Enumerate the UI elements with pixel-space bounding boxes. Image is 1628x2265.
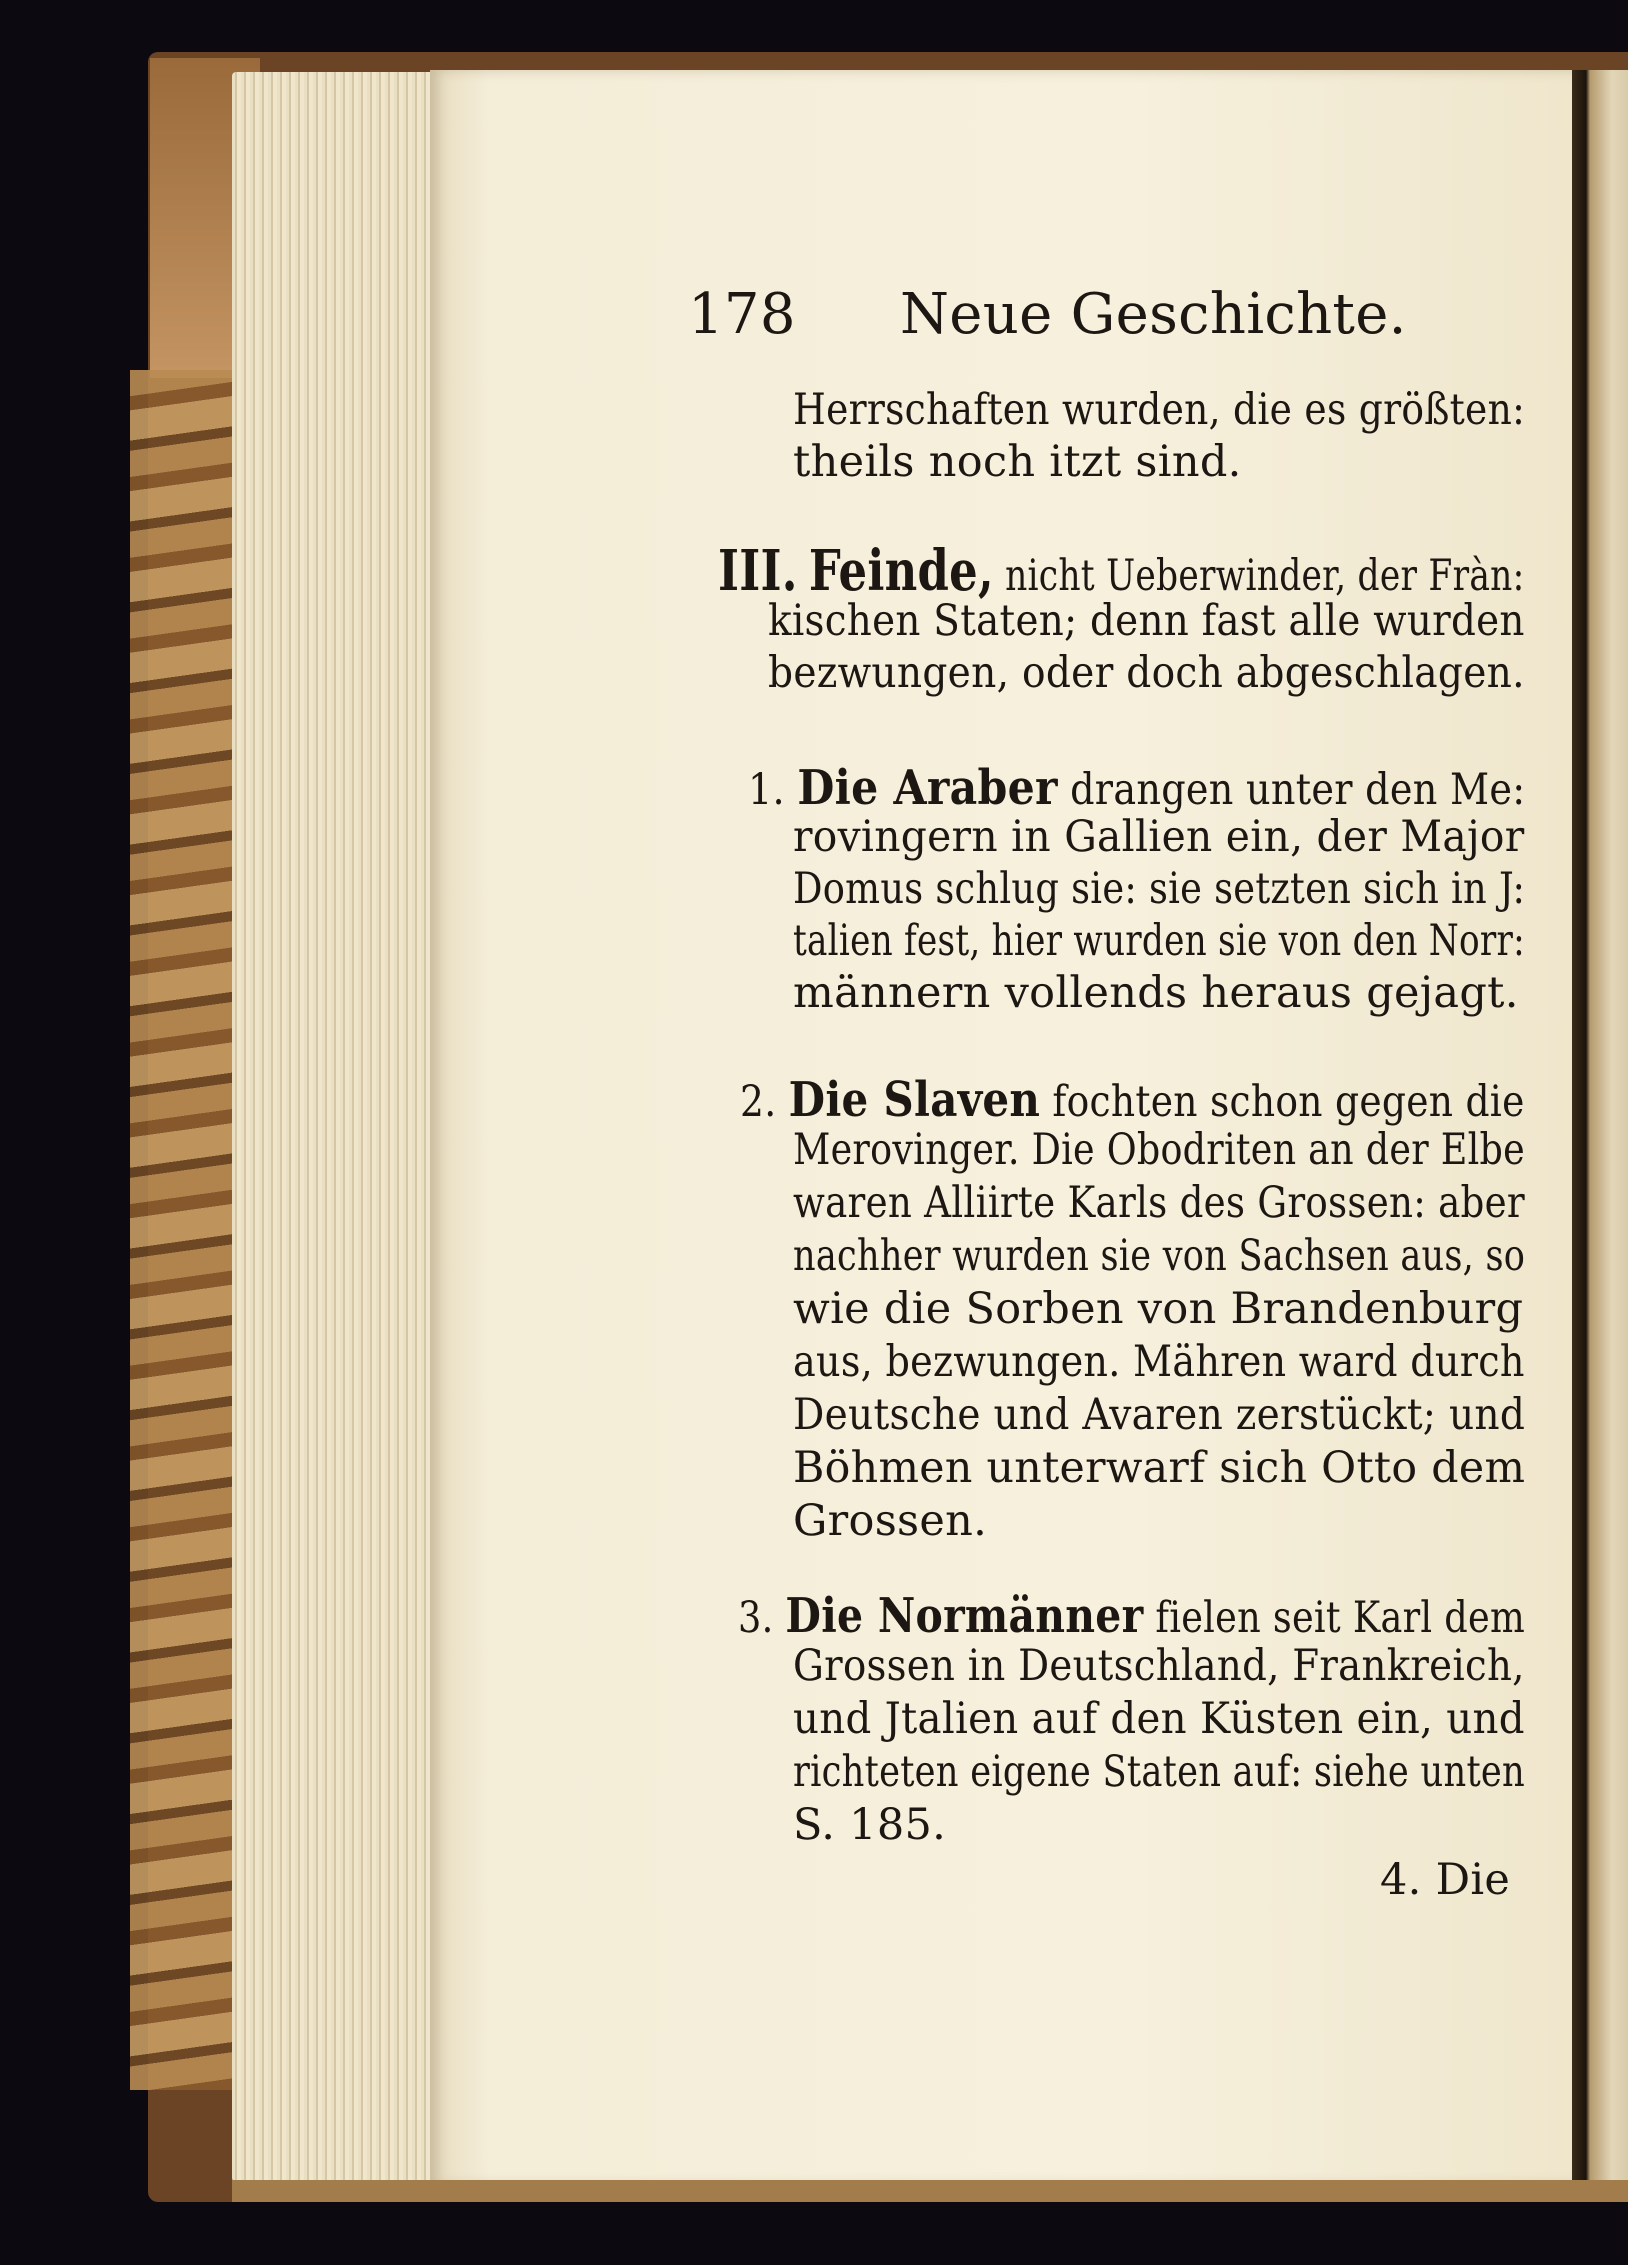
catchword: 4. Die (1380, 1855, 1511, 1905)
text-line: nicht Ueberwinder, der Fràn: (1005, 551, 1525, 601)
text-line: Domus schlug sie: sie setzten sich in J: (793, 864, 1526, 914)
text-line: drangen unter den Me: (1070, 765, 1526, 815)
text-line: Merovinger. Die Obodriten an der Elbe (793, 1125, 1525, 1175)
section-heading: Feinde, (808, 538, 994, 604)
item-head: Die Normänner (785, 1588, 1144, 1644)
text-line: fochten schon gegen die (1052, 1077, 1525, 1127)
text-line: kischen Staten; denn fast alle wurden (768, 596, 1525, 646)
item-number: 2. (740, 1077, 777, 1127)
item-head: Die Araber (797, 760, 1058, 816)
section-numeral: III. (718, 538, 798, 604)
text-line: Deutsche und Avaren zerstückt; und (793, 1390, 1526, 1440)
item-3-first-line (738, 1588, 1525, 1644)
text-line: Böhmen unterwarf sich Otto dem (793, 1443, 1526, 1493)
text-line: Grossen. (793, 1496, 988, 1546)
item-head: Die Slaven (788, 1072, 1041, 1128)
text-line: nachher wurden sie von Sachsen aus, so (793, 1231, 1526, 1281)
text-line: waren Alliirte Karls des Grossen: aber (793, 1178, 1525, 1228)
text-line: bezwungen, oder doch abgeschlagen. (768, 648, 1525, 698)
item-number: 1. (748, 765, 785, 815)
item-2-first-line (740, 1072, 1525, 1128)
section-heading-line (718, 538, 1525, 604)
text-line: wie die Sorben von Brandenburg (793, 1284, 1524, 1334)
text-line: und Jtalien auf den Küsten ein, und (793, 1694, 1525, 1744)
text-line: richteten eigene Staten auf: siehe unten (793, 1747, 1526, 1797)
item-1-first-line (748, 760, 1525, 816)
text-line: rovingern in Gallien ein, der Major (793, 812, 1525, 862)
page-number: 178 (688, 282, 796, 347)
text-line: theils noch itzt sind. (793, 437, 1242, 487)
text-line: fielen seit Karl dem (1155, 1593, 1526, 1643)
text-line: Grossen in Deutschland, Frankreich, (793, 1641, 1525, 1691)
text-line: talien fest, hier wurden sie von den Norr: (793, 916, 1525, 966)
text-line: Herrschaften wurden, die es größten: (793, 385, 1526, 435)
text-line: aus, bezwungen. Mähren ward durch (793, 1337, 1525, 1387)
text-line: S. 185. (793, 1800, 947, 1850)
text-line: männern vollends heraus gejagt. (793, 968, 1519, 1018)
running-title: Neue Geschichte. (900, 282, 1407, 347)
item-number: 3. (738, 1593, 774, 1643)
